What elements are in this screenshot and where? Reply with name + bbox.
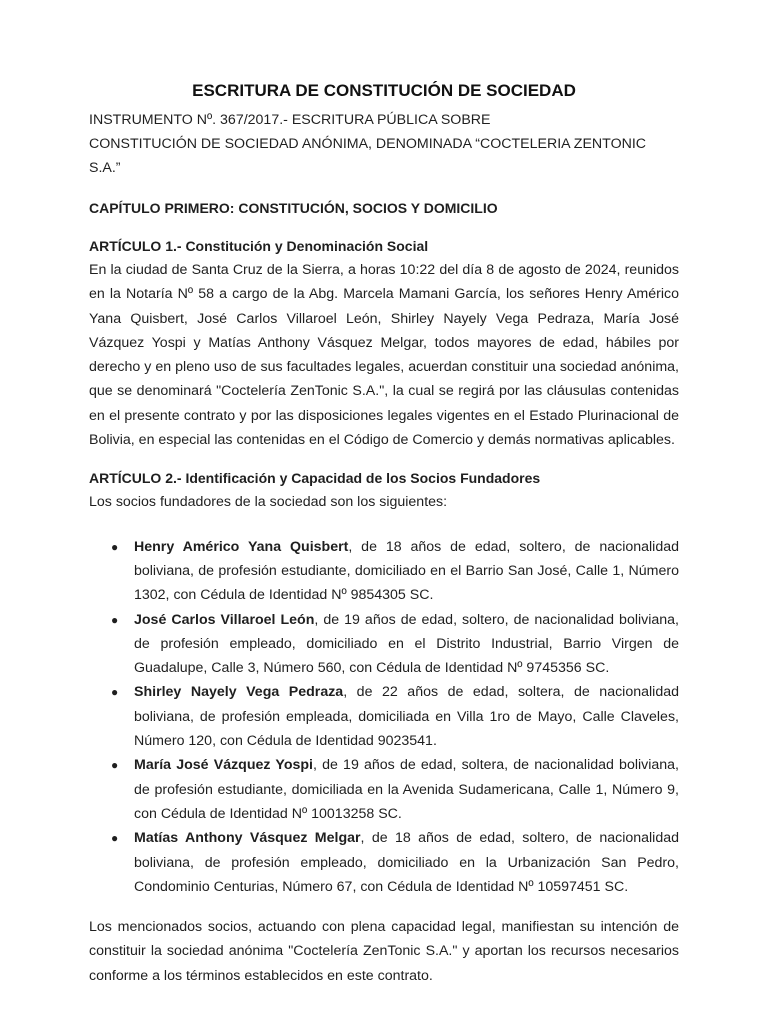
list-item (89, 753, 679, 826)
partner-details: , de 22 años de edad, soltera, de nacionalidad boliviana, de profesión empleada, domiciliada en Villa 1ro de Mayo, Calle Claveles, Número 120, con Cédula de Identidad 9023541. (134, 684, 679, 750)
document-page (89, 78, 679, 988)
instrument-line-2: CONSTITUCIÓN DE SOCIEDAD ANÓNIMA, DENOMINADA “COCTELERIA ZENTONIC S.A.” (89, 136, 647, 176)
partner-details: , de 19 años de edad, soltera, de nacionalidad boliviana, de profesión estudiante, domiciliada en la Avenida Sudamericana, Calle 1, Número 9, con Cédula de Identidad Nº 10013258 SC. (134, 757, 680, 822)
partners-list (89, 535, 679, 899)
list-item (89, 608, 679, 681)
document-title: ESCRITURA DE CONSTITUCIÓN DE SOCIEDAD (192, 81, 576, 100)
partner-name: Shirley Nayely Vega Pedraza (134, 684, 344, 701)
article-2-intro: Los socios fundadores de la sociedad son los siguientes: (89, 494, 448, 511)
article-1-heading: ARTÍCULO 1.- Constitución y Denominación Social (89, 238, 429, 254)
list-item (89, 535, 679, 608)
closing-paragraph: Los mencionados socios, actuando con plena capacidad legal, manifiestan su intención de constituir la sociedad anónima "Coctelería ZenTonic S.A." y aportan los recursos necesarios conforme a los términos establecidos en este contrato. (89, 919, 679, 984)
partner-details: , de 18 años de edad, soltero, de nacionalidad boliviana, de profesión estudiante, domiciliado en el Barrio San José, Calle 1, Número 1302, con Cédula de Identidad Nº 9854305 SC. (134, 538, 679, 604)
partner-details: , de 19 años de edad, soltero, de nacionalidad boliviana, de profesión empleado, domiciliado en el Distrito Industrial, Barrio Virgen de Guadalupe, Calle 3, Número 560, con Cédula de Identidad Nº 9745356 SC. (134, 611, 679, 677)
bullet-icon: ● (111, 758, 119, 773)
partner-details: , de 18 años de edad, soltero, de nacionalidad boliviana, de profesión empleado, domiciliado en la Urbanización San Pedro, Condominio Centurias, Número 67, con Cédula de Identidad Nº 10597451 SC. (134, 830, 679, 895)
chapter-heading: CAPÍTULO PRIMERO: CONSTITUCIÓN, SOCIOS Y DOMICILIO (89, 200, 498, 216)
list-item (89, 826, 679, 899)
instrument-line-1: INSTRUMENTO Nº. 367/2017.- ESCRITURA PÚBLICA SOBRE (89, 112, 491, 128)
partner-name: Matías Anthony Vásquez Melgar (134, 830, 361, 847)
bullet-icon: ● (111, 831, 119, 846)
bullet-icon: ● (111, 612, 119, 627)
article-2-heading: ARTÍCULO 2.- Identificación y Capacidad de los Socios Fundadores (89, 470, 541, 487)
bullet-icon: ● (111, 539, 119, 554)
partner-name: Henry Américo Yana Quisbert (134, 538, 349, 555)
list-item (89, 680, 679, 753)
partner-name: José Carlos Villaroel León (134, 611, 315, 628)
instrument-block (89, 108, 679, 180)
bullet-icon: ● (111, 685, 119, 700)
partner-name: María José Vázquez Yospi (134, 757, 313, 774)
article-1-body: En la ciudad de Santa Cruz de la Sierra, a horas 10:22 del día 8 de agosto de 2024, reunidos en la Notaría Nº 58 a cargo de la Abg. Marcela Mamani García, los señores Henry Américo Yana Quisbert, José Carlos Villaroel León, Shirley Nayely Vega Pedraza, María José Vázquez Yospi y Matías Anthony Vásquez Melgar, todos mayores de edad, hábiles por derecho y en pleno uso de sus facultades legales, acuerdan constituir una sociedad anónima, que se denominará "Coctelería ZenTonic S.A.", la cual se regirá por las cláusulas contenidas en el presente contrato y por las disposiciones legales vigentes en el Estado Plurinacional de Bolivia, en especial las contenidas en el Código de Comercio y demás normativas aplicables. (89, 262, 679, 449)
